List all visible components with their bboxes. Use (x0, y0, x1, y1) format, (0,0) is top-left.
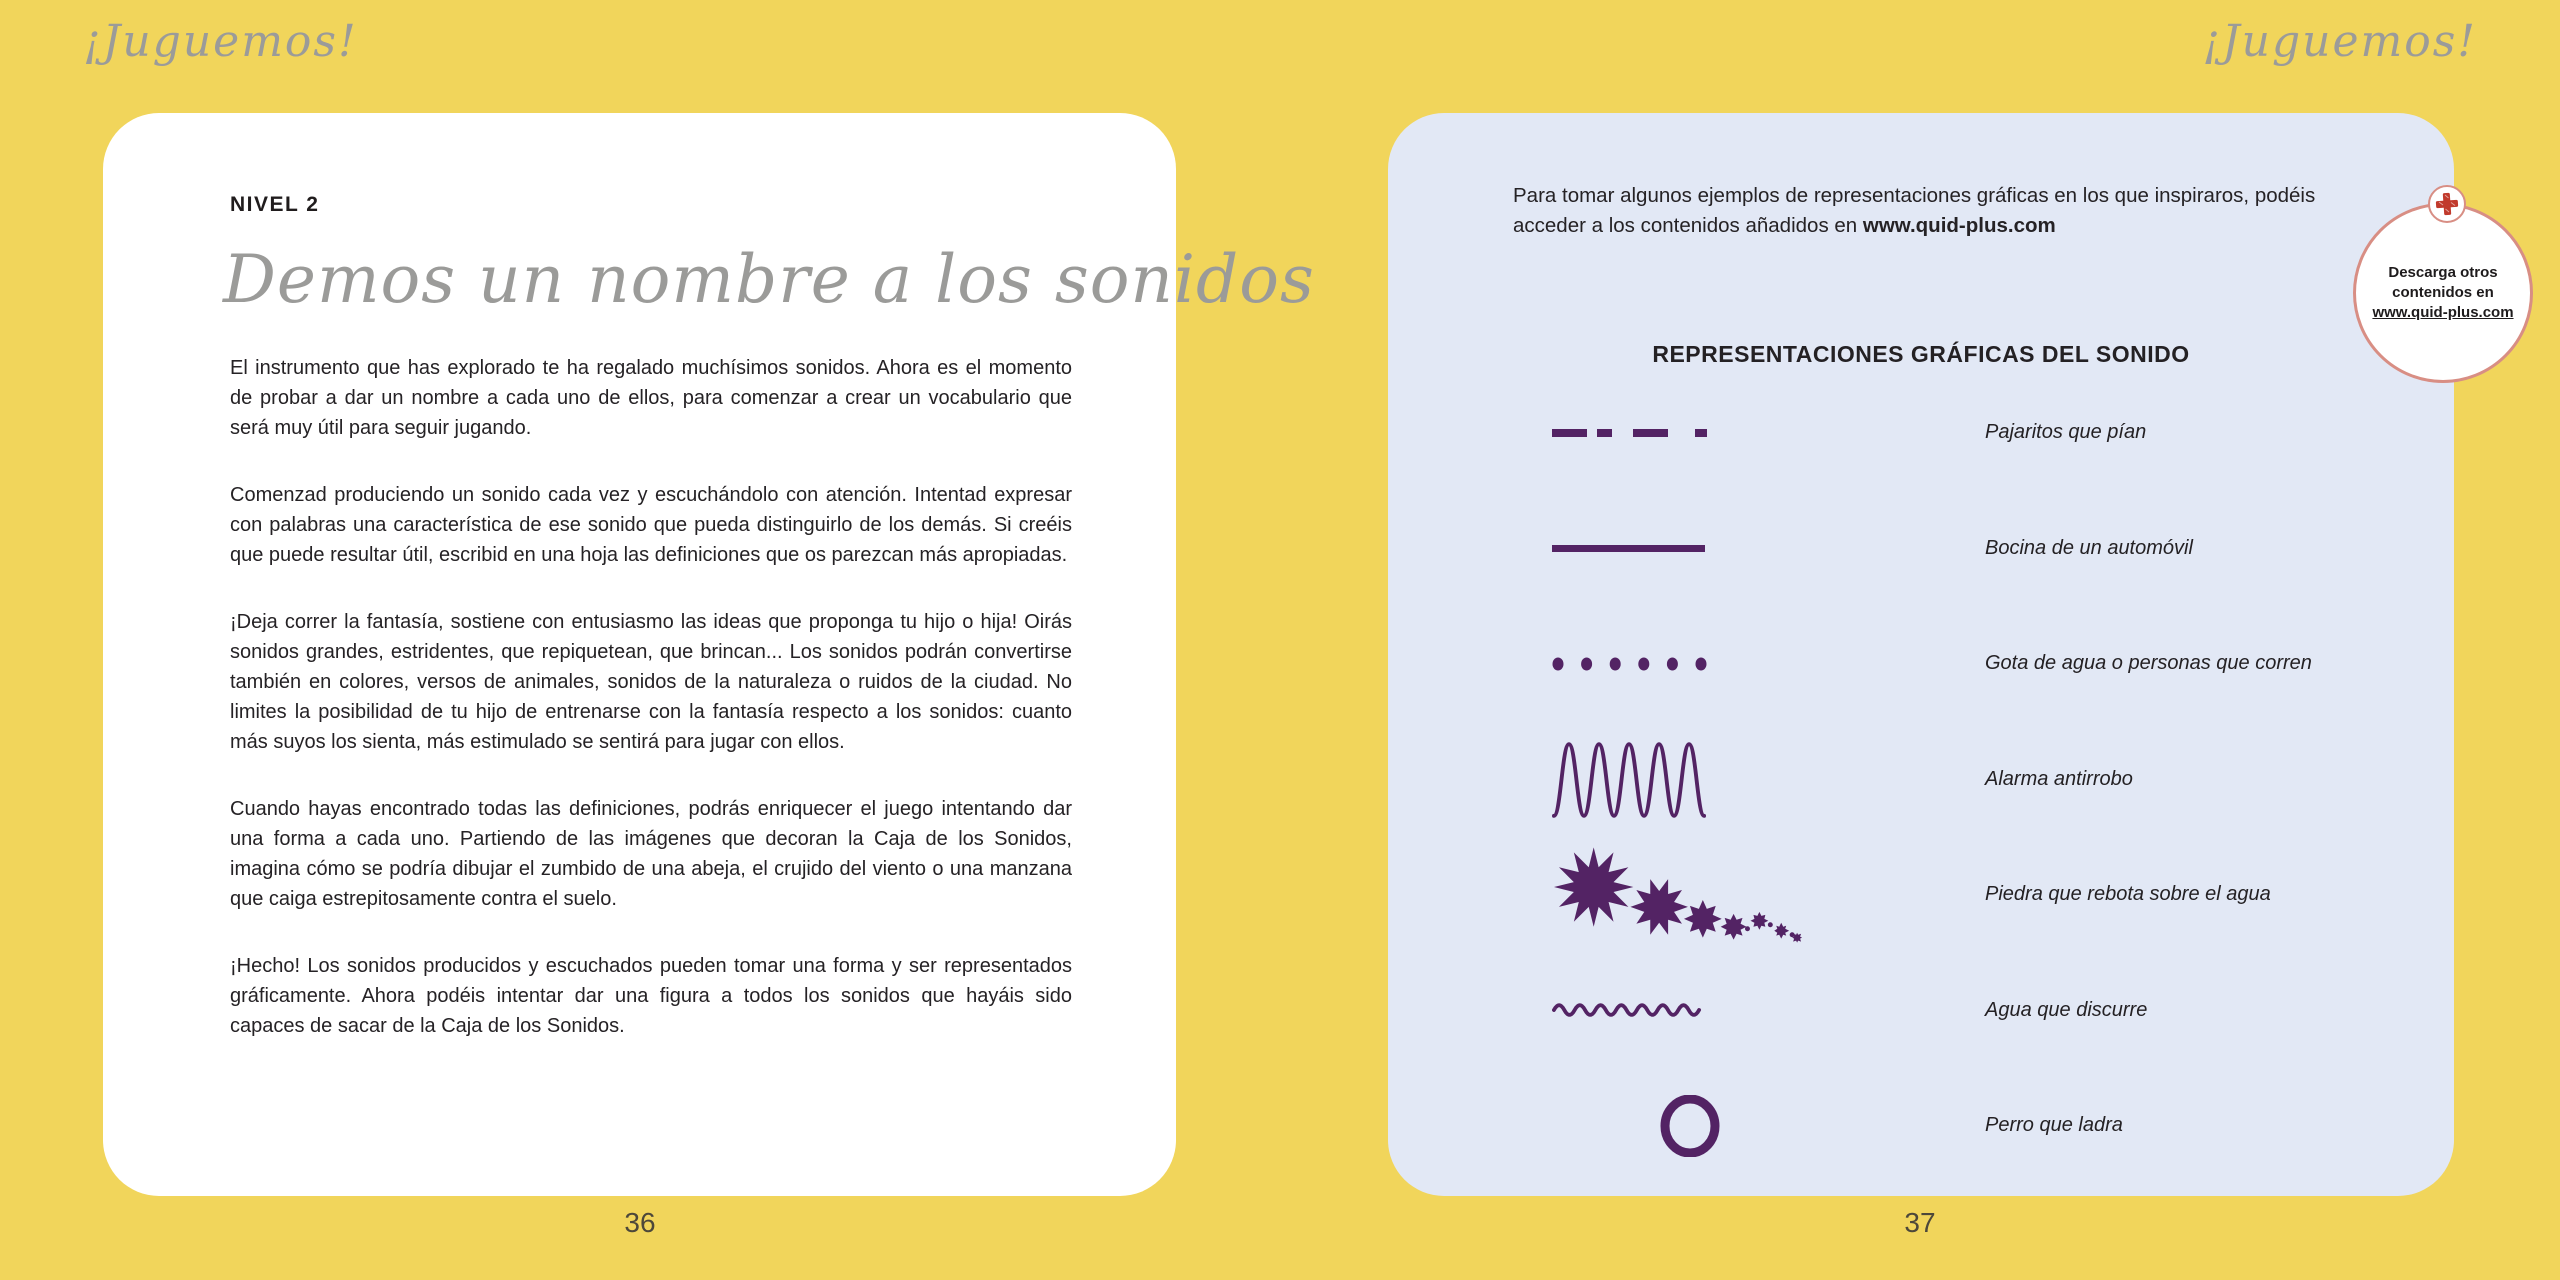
symbol-label: Agua que discurre (1985, 998, 2148, 1021)
left-page-card (103, 113, 1315, 1196)
symbol-label: Piedra que rebota sobre el agua (1985, 883, 2271, 906)
dashes-symbol (1552, 426, 1985, 440)
intro-url-link[interactable]: www.quid-plus.com (1862, 214, 2056, 237)
sine-wave-icon (1552, 738, 1707, 820)
paragraph-5: ¡Hecho! Los sonidos producidos y escuchados pueden tomar una forma y ser representados gráficamente. Ahora podéis intentar dar una figura a todos los sonidos que hayáis sido capaces de sacar de la Caja de los Sonidos. (230, 955, 1072, 1037)
intro-text (1513, 181, 2359, 241)
burst-trail-symbol (1552, 845, 1985, 945)
badge-line-2: contenidos en (2392, 284, 2494, 301)
paragraph-1: El instrumento que has explorado te ha regalado muchísimos sonidos. Ahora es el momento de probar a dar un nombre a cada uno de ellos, para comenzar a crear un vocabulario que será muy útil para seguir jugando. (230, 357, 1072, 439)
badge-url-link[interactable]: www.quid-plus.com (2372, 304, 2514, 321)
gentle-wave-symbol (1552, 999, 1985, 1021)
symbol-row-dashes (1552, 375, 2412, 491)
dots-icon (1552, 656, 1707, 672)
dots-symbol (1552, 656, 1985, 672)
intro-prefix: Para tomar algunos ejemplos de representaciones gráficas en los que inspiraros, podéis acceder a los contenidos añadidos en (1513, 184, 2316, 237)
symbol-label: Pajaritos que pían (1985, 421, 2147, 444)
symbol-row-line (1552, 491, 2412, 607)
running-head-right: ¡Juguemos! (2202, 16, 2477, 67)
symbol-row-dots (1552, 606, 2412, 722)
download-badge[interactable] (2353, 203, 2533, 383)
page-number-right: 37 (1904, 1207, 1936, 1238)
solid-line-icon (1552, 541, 1707, 555)
solid-line-symbol (1552, 541, 1985, 555)
symbol-list (1552, 375, 2412, 1184)
dashes-icon (1552, 426, 1707, 440)
plus-cross-icon (2428, 185, 2466, 223)
plus-cross-glyph (2435, 192, 2459, 216)
symbol-label: Alarma antirrobo (1985, 767, 2133, 790)
symbol-row-burst (1552, 837, 2412, 953)
body-copy (230, 353, 1072, 1078)
symbol-label: Perro que ladra (1985, 1114, 2123, 1137)
level-kicker: NIVEL 2 (230, 193, 320, 216)
sine-wave-symbol (1552, 738, 1985, 820)
ring-symbol (1552, 1095, 1985, 1157)
symbols-heading: REPRESENTACIONES GRÁFICAS DEL SONIDO (1652, 341, 2190, 367)
symbol-label: Bocina de un automóvil (1985, 536, 2193, 559)
paragraph-2: Comenzad produciendo un sonido cada vez y escuchándolo con atención. Intentad expresar con palabras una característica de ese sonido que pueda distinguirlo de los demás. Si creéis que puede resultar útil, escribid en una hoja las definiciones que os parezcan más apropiadas. (230, 484, 1072, 566)
gentle-wave-icon (1552, 999, 1707, 1021)
right-page-card (1388, 113, 2514, 1196)
symbol-row-sine (1552, 722, 2412, 838)
symbol-row-ring (1552, 1068, 2412, 1184)
badge-text (2372, 263, 2513, 323)
page-title: Demos un nombre a los sonidos (223, 241, 1315, 318)
symbol-label: Gota de agua o personas que corren (1985, 652, 2312, 675)
paragraph-4: Cuando hayas encontrado todas las definiciones, podrás enriquecer el juego intentando dar una forma a cada uno. Partiendo de las imágenes que decoran la Caja de los Sonidos, imagina cómo se podría dibujar el zumbido de una abeja, el crujido del viento o una manzana que caiga estrepitosamente contra el suelo. (230, 798, 1072, 910)
page-number-left: 36 (624, 1207, 656, 1238)
ring-icon (1660, 1095, 1720, 1157)
burst-trail-icon (1552, 845, 1810, 945)
running-head-left: ¡Juguemos! (83, 16, 358, 67)
badge-line-1: Descarga otros (2388, 264, 2498, 281)
paragraph-3: ¡Deja correr la fantasía, sostiene con entusiasmo las ideas que proponga tu hijo o hija! Oirás sonidos grandes, estridentes, que repiquetean, que brincan... Los sonidos podrán convertirse también en colores, versos de animales, sonidos de la naturaleza o ruidos de la ciudad. No limites la posibilidad de tu hijo de entrenarse con la fantasía respecto a los sonidos: cuanto más suyos los sienta, más estimulado se sentirá para jugar con ellos. (230, 611, 1072, 753)
symbol-row-wave (1552, 953, 2412, 1069)
